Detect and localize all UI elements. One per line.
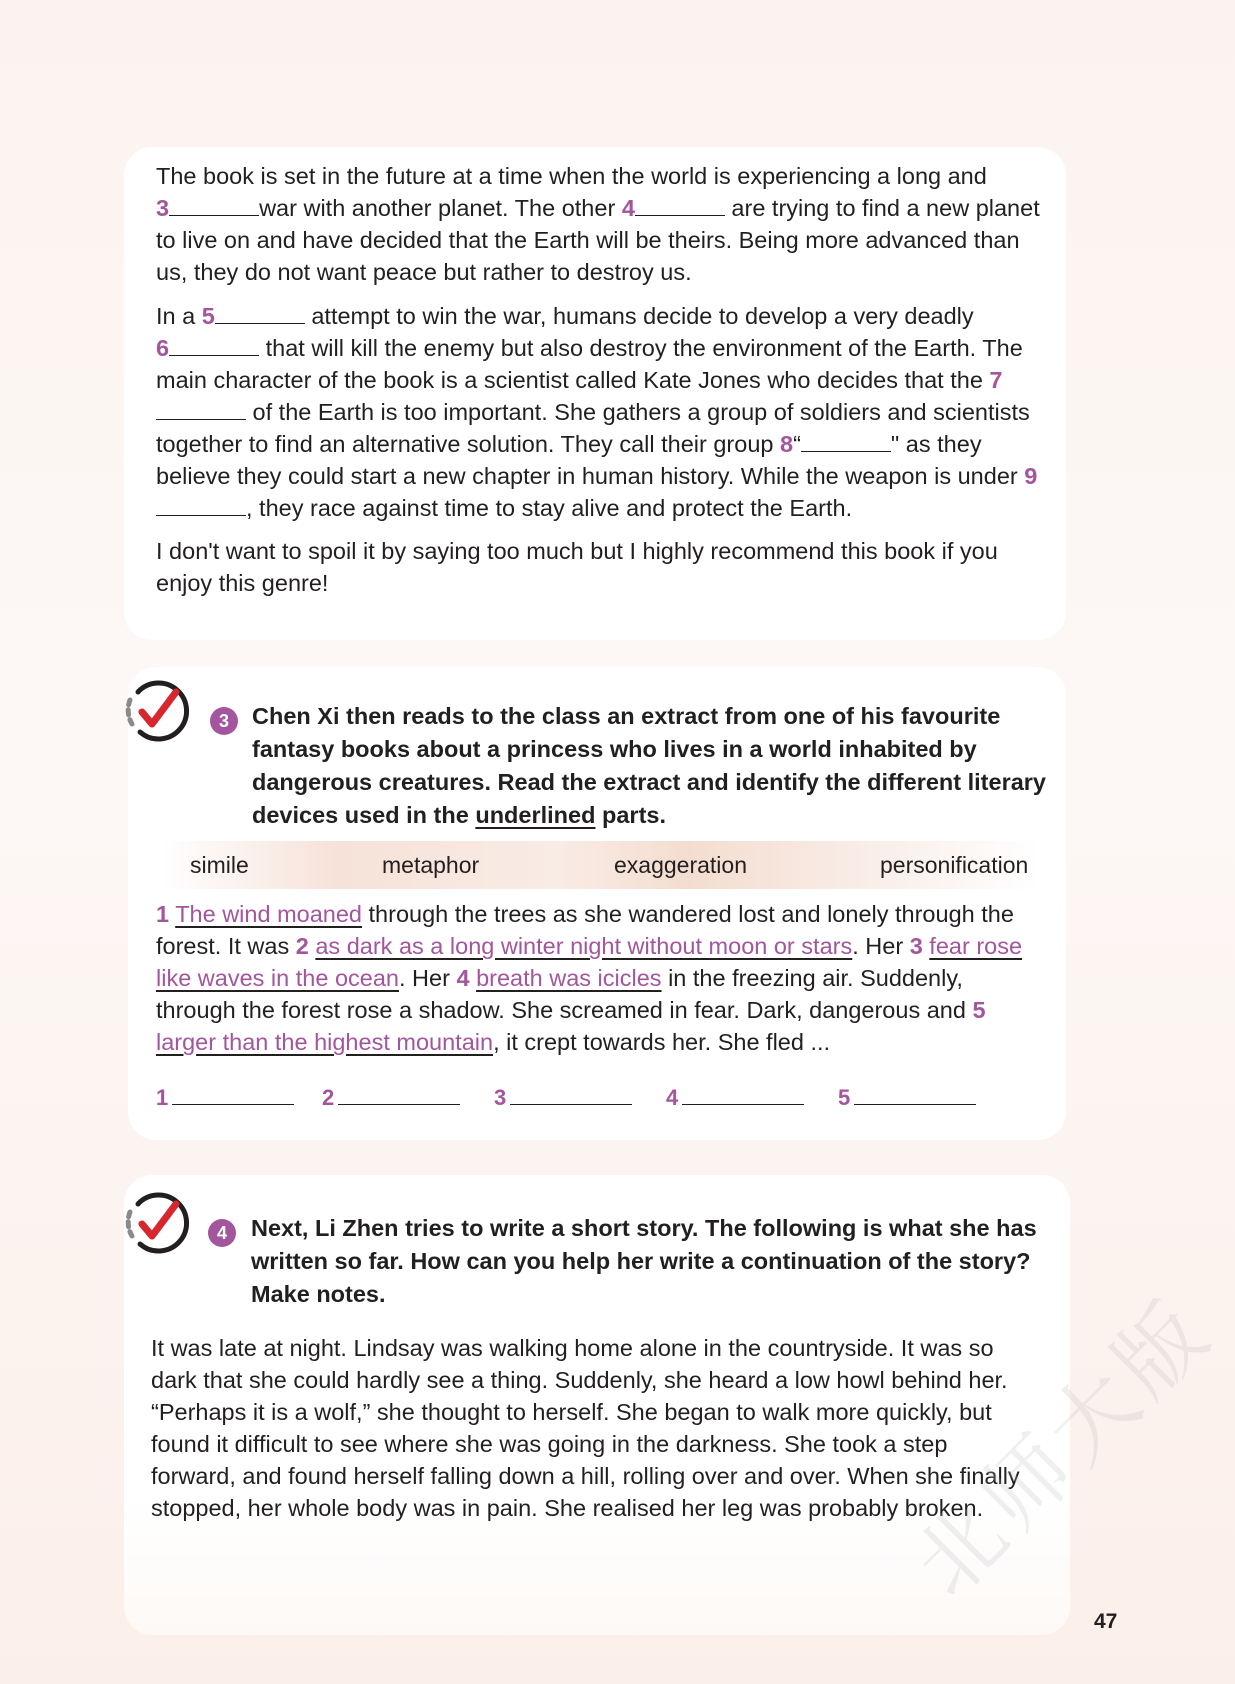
answer-lines	[156, 1082, 1016, 1116]
underlined-phrase-2: as dark as a long winter night without moon or stars	[315, 933, 853, 959]
gap-blank-6[interactable]	[169, 333, 259, 356]
review-paragraph-2: In a 5 attempt to win the war, humans decide to develop a very deadly 6 that will kill the enemy but also destroy the environment of the Earth. The main character of the book is a scientist called Kate Jones who decides that the 7 of the Earth is too important. She gathers a group of soldiers and scientists together to find an alternative solution. They call their group 8“ " as they believe they could start a new chapter in human history. While the weapon is under 9, they race against time to stay alive and protect the Earth.	[156, 303, 1038, 521]
underlined-phrase-4: breath was icicles	[476, 965, 662, 991]
word-bank-item-simile: simile	[190, 852, 249, 878]
exercise-number-badge: 4	[208, 1219, 236, 1247]
watermark: 北师大版	[895, 1279, 1232, 1616]
gap-number-4: 4	[621, 195, 635, 221]
gap-number-9: 9	[1024, 463, 1038, 489]
extract-paragraph: 1 The wind moaned through the trees as she wandered lost and lonely through the forest. It was 2 as dark as a long winter night without moon or stars. Her 3 fear rose like waves in the ocean. Her 4 breath was icicles in the freezing air. Suddenly, through the forest rose a shadow. She screamed in fear. Dark, dangerous and 5 larger than the highest mountain, it crept towards her. She fled ...	[156, 901, 1023, 1055]
gap-blank-7[interactable]	[156, 397, 246, 420]
word-bank-item-metaphor: metaphor	[382, 852, 480, 878]
gap-number-5: 5	[201, 303, 215, 329]
review-paragraph-3: I don't want to spoil it by saying too much but I highly recommend this book if you enjoy this genre!	[156, 538, 998, 596]
answer-1[interactable]: 1	[156, 1082, 294, 1111]
review-paragraph-1: The book is set in the future at a time when the world is experiencing a long and 3 war with another planet. The other 4 are trying to find a new planet to live on and have decided that the Earth will be theirs. Being more advanced than us, they do not want peace but rather to destroy us.	[156, 163, 1040, 285]
checkmark-icon	[118, 1188, 198, 1258]
gap-blank-5[interactable]	[215, 301, 305, 324]
gap-number-7: 7	[989, 367, 1003, 393]
word-bank-item-exaggeration: exaggeration	[614, 852, 747, 878]
exercise-number-badge: 3	[210, 707, 238, 735]
word-bank	[162, 841, 1040, 889]
story-paragraph: It was late at night. Lindsay was walking home alone in the countryside. It was so dark that she could hardly see a thing. Suddenly, she heard a low howl behind her. “Perhaps it is a wolf,” she thought to herself. She began to walk more quickly, but found it difficult to see where she was going in the darkness. She took a step forward, and found herself falling down a hill, rolling over and over. When she finally stopped, her whole body was in pain. She realised her leg was probably broken.	[151, 1335, 1020, 1521]
page-number: 47	[1094, 1610, 1118, 1633]
gap-number-3: 3	[156, 195, 170, 221]
underlined-phrase-5: larger than the highest mountain	[156, 1029, 494, 1055]
gap-blank-9[interactable]	[156, 493, 246, 516]
gap-blank-3[interactable]	[169, 193, 259, 216]
answer-2[interactable]: 2	[322, 1082, 460, 1111]
gap-blank-8[interactable]	[801, 429, 891, 452]
answer-4[interactable]: 4	[666, 1082, 804, 1111]
underlined-phrase-3: fear rose like waves in the ocean	[156, 933, 1023, 991]
exercise-3-instruction: Chen Xi then reads to the class an extract from one of his favourite fantasy books about a princess who lives in a world inhabited by dangerous creatures. Read the extract and identify the different literary devices used in the underlined parts.	[252, 703, 1046, 828]
gap-blank-4[interactable]	[635, 193, 725, 216]
gap-number-8: 8	[780, 431, 794, 457]
gap-number-6: 6	[156, 335, 170, 361]
word-bank-item-personification: personification	[880, 852, 1029, 878]
underlined-word: underlined	[475, 802, 596, 828]
checkmark-icon	[118, 676, 198, 746]
exercise-4-instruction: Next, Li Zhen tries to write a short story. The following is what she has written so far. How can you help her write a continuation of the story? Make notes.	[251, 1215, 1037, 1307]
answer-5[interactable]: 5	[838, 1082, 976, 1111]
answer-3[interactable]: 3	[494, 1082, 632, 1111]
underlined-phrase-1: The wind moaned	[175, 901, 362, 927]
